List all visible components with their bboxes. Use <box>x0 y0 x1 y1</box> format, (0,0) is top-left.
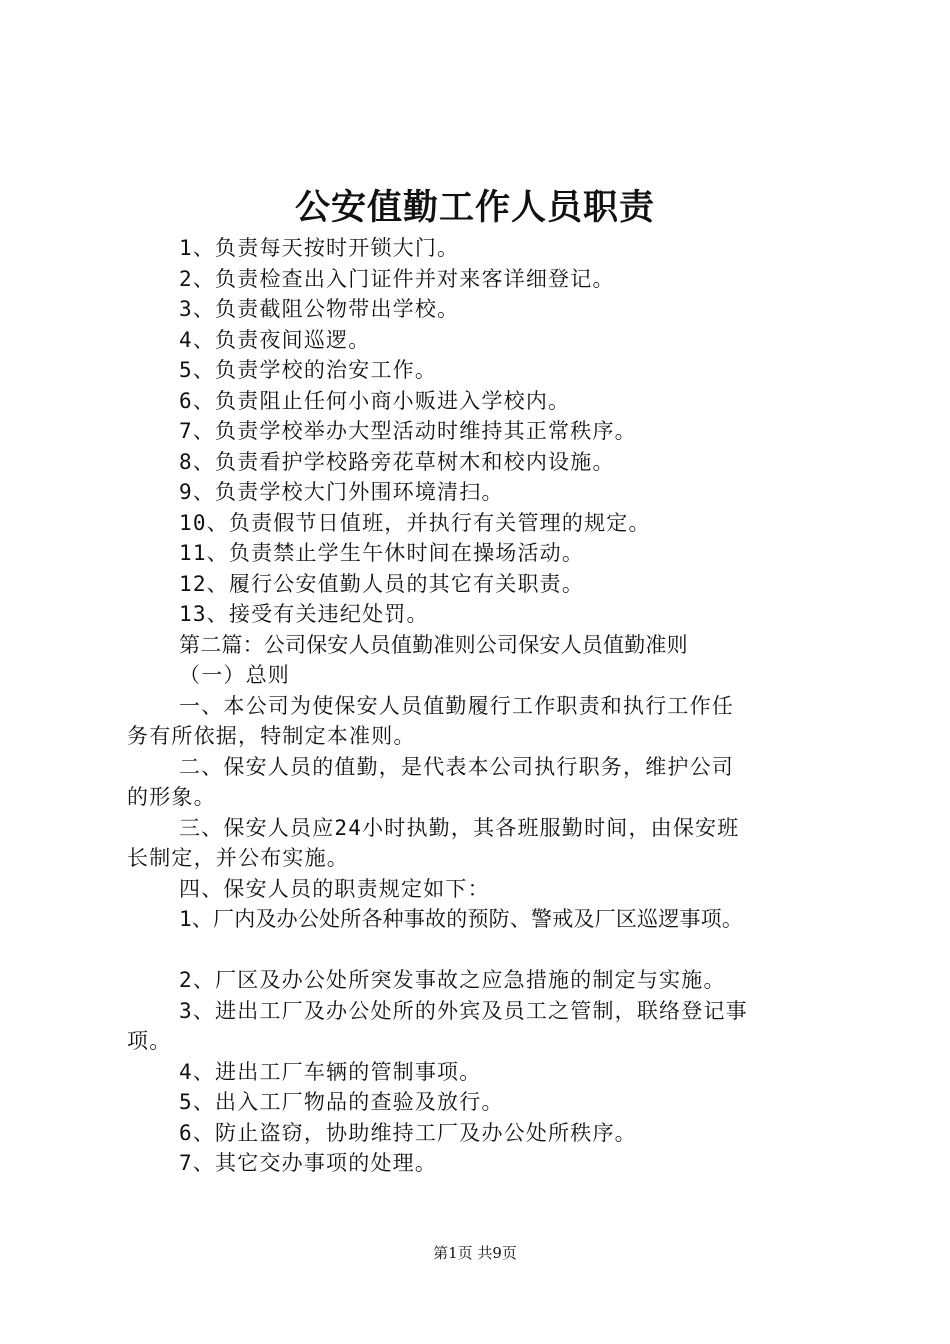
paragraph-line: 4、负责夜间巡逻。 <box>179 327 371 352</box>
paragraph-line: 7、负责学校举办大型活动时维持其正常秩序。 <box>179 419 637 443</box>
page-footer: 第1页 共9页 <box>433 1244 517 1262</box>
paragraph-line: 的形象。 <box>127 785 216 809</box>
paragraph-line: 二、保安人员的值勤，是代表本公司执行职务，维护公司 <box>179 754 734 779</box>
paragraph-line: 1、厂内及办公处所各种事故的预防、警戒及厂区巡逻事项。 <box>179 907 744 931</box>
paragraph-line: 12、履行公安值勤人员的其它有关职责。 <box>179 571 585 596</box>
paragraph-line: 4、进出工厂车辆的管制事项。 <box>179 1059 482 1084</box>
subsection-heading: （一）总则 <box>179 663 290 687</box>
paragraph-line: 11、负责禁止学生午休时间在操场活动。 <box>179 541 585 565</box>
paragraph-line: 6、负责阻止任何小商小贩进入学校内。 <box>179 388 571 413</box>
paragraph-line: 长制定，并公布实施。 <box>127 846 349 870</box>
paragraph-line: 9、负责学校大门外围环境清扫。 <box>179 480 504 504</box>
paragraph-line: 1、负责每天按时开锁大门。 <box>179 236 460 260</box>
paragraph-line: 6、防止盗窃，协助维持工厂及办公处所秩序。 <box>179 1120 637 1145</box>
paragraph-line: 5、出入工厂物品的查验及放行。 <box>179 1090 504 1114</box>
paragraph-line: 一、本公司为使保安人员值勤履行工作职责和执行工作任 <box>179 693 734 718</box>
section-heading: 第二篇：公司保安人员值勤准则公司保安人员值勤准则 <box>179 632 688 657</box>
paragraph-line: 项。 <box>127 1029 172 1053</box>
document-body <box>127 233 835 1179</box>
paragraph-line: 务有所依据，特制定本准则。 <box>127 724 416 748</box>
paragraph-line: 13、接受有关违纪处罚。 <box>179 602 429 626</box>
paragraph-line: 2、厂区及办公处所突发事故之应急措施的制定与实施。 <box>179 968 726 992</box>
paragraph-line: 三、保安人员应24小时执勤，其各班服勤时间，由保安班 <box>179 815 740 840</box>
paragraph-line: 7、其它交办事项的处理。 <box>179 1151 438 1175</box>
paragraph-line: 3、负责截阻公物带出学校。 <box>179 297 460 321</box>
paragraph-line: 四、保安人员的职责规定如下： <box>179 876 490 901</box>
paragraph-line: 8、负责看护学校路旁花草树木和校内设施。 <box>179 449 615 474</box>
paragraph-line: 2、负责检查出入门证件并对来客详细登记。 <box>179 266 615 291</box>
paragraph-line: 5、负责学校的治安工作。 <box>179 358 438 382</box>
paragraph-line: 10、负责假节日值班，并执行有关管理的规定。 <box>179 510 651 535</box>
document-title: 公安值勤工作人员职责 <box>294 187 655 228</box>
paragraph-line: 3、进出工厂及办公处所的外宾及员工之管制，联络登记事 <box>179 998 748 1023</box>
blank-line <box>127 935 835 966</box>
